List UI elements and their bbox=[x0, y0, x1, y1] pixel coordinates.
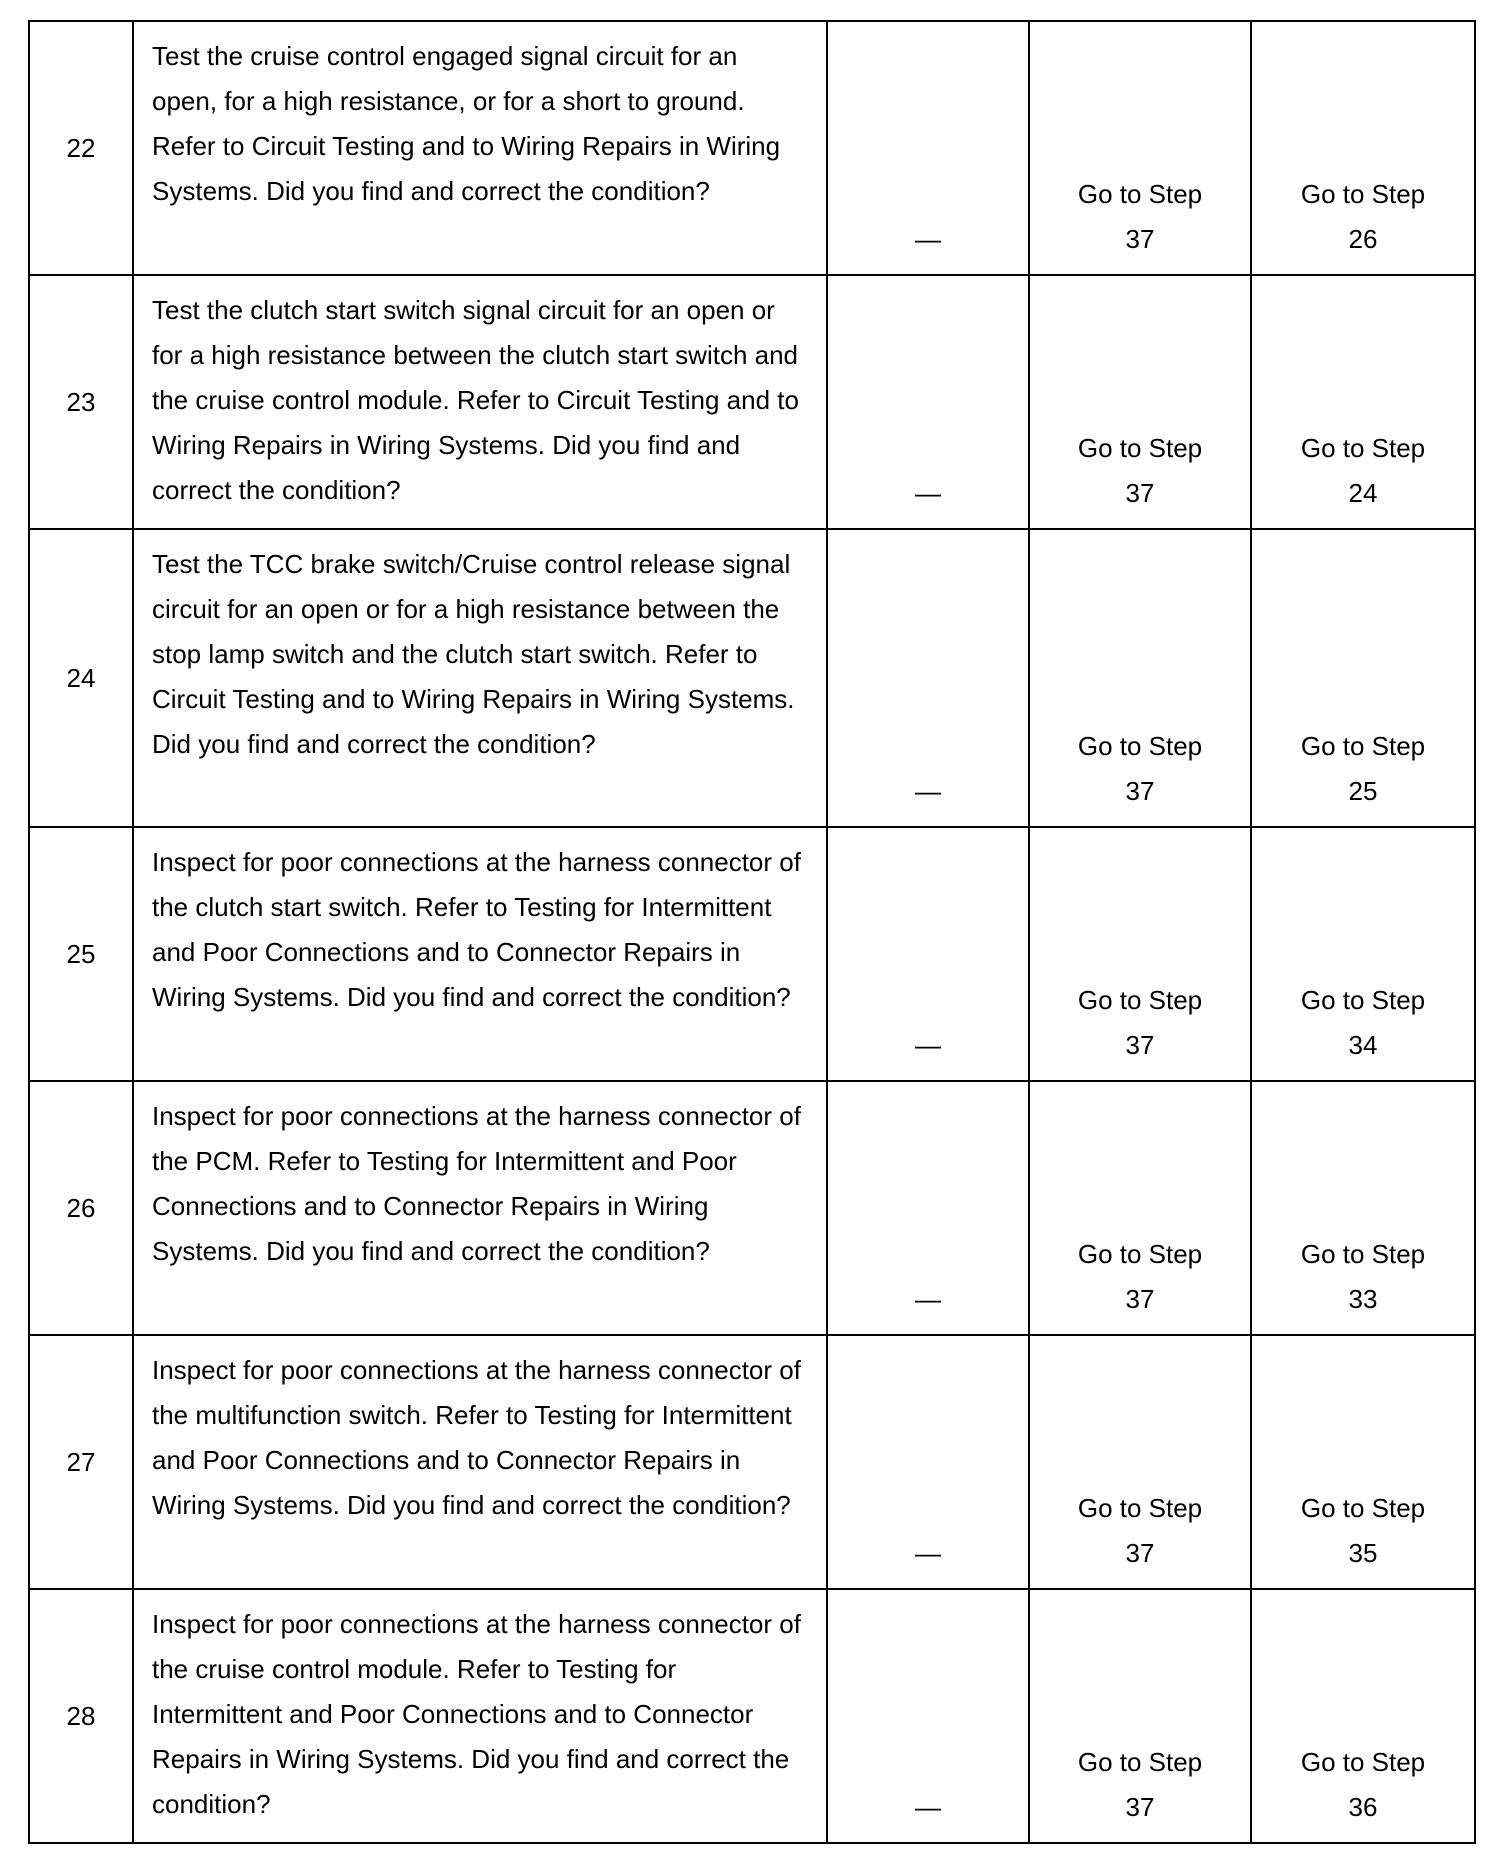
step-value: — bbox=[827, 529, 1029, 827]
yes-label: Go to Step bbox=[1077, 731, 1203, 761]
yes-step: 37 bbox=[1125, 224, 1155, 254]
no-step: 33 bbox=[1348, 1284, 1378, 1314]
no-label: Go to Step bbox=[1300, 1493, 1426, 1523]
diagnostic-steps-table bbox=[28, 20, 1476, 1844]
no-cell bbox=[1251, 21, 1475, 275]
no-cell bbox=[1251, 1335, 1475, 1589]
no-cell bbox=[1251, 827, 1475, 1081]
step-number: 26 bbox=[29, 1081, 133, 1335]
step-action: Inspect for poor connections at the harness connector of the multifunction switch. Refer to Testing for Intermittent and Poor Connections and to Connector Repairs in Wiring Systems. Did you find and correct the condition? bbox=[133, 1335, 827, 1589]
yes-label: Go to Step bbox=[1077, 1747, 1203, 1777]
step-value: — bbox=[827, 1589, 1029, 1843]
step-action: Test the cruise control engaged signal circuit for an open, for a high resistance, or for a short to ground. Refer to Circuit Testing and to Wiring Repairs in Wiring Systems. Did you find and correct the condition? bbox=[133, 21, 827, 275]
table-row bbox=[29, 275, 1475, 529]
step-number: 24 bbox=[29, 529, 133, 827]
table-row bbox=[29, 827, 1475, 1081]
yes-cell bbox=[1029, 275, 1251, 529]
yes-label: Go to Step bbox=[1077, 1493, 1203, 1523]
no-cell bbox=[1251, 1081, 1475, 1335]
step-action: Test the clutch start switch signal circuit for an open or for a high resistance between the clutch start switch and the cruise control module. Refer to Circuit Testing and to Wiring Repairs in Wiring Systems. Did you find and correct the condition? bbox=[133, 275, 827, 529]
no-label: Go to Step bbox=[1300, 1747, 1426, 1777]
step-value: — bbox=[827, 275, 1029, 529]
yes-step: 37 bbox=[1125, 776, 1155, 806]
no-step: 34 bbox=[1348, 1030, 1378, 1060]
table-row bbox=[29, 1081, 1475, 1335]
table-row bbox=[29, 21, 1475, 275]
no-step: 36 bbox=[1348, 1792, 1378, 1822]
step-number: 22 bbox=[29, 21, 133, 275]
no-label: Go to Step bbox=[1300, 985, 1426, 1015]
no-label: Go to Step bbox=[1300, 1239, 1426, 1269]
yes-step: 37 bbox=[1125, 1538, 1155, 1568]
step-action: Inspect for poor connections at the harness connector of the cruise control module. Refer to Testing for Intermittent and Poor Connections and to Connector Repairs in Wiring Systems. Did you find and correct the condition? bbox=[133, 1589, 827, 1843]
yes-cell bbox=[1029, 1335, 1251, 1589]
yes-step: 37 bbox=[1125, 478, 1155, 508]
step-number: 27 bbox=[29, 1335, 133, 1589]
step-action: Inspect for poor connections at the harness connector of the PCM. Refer to Testing for Intermittent and Poor Connections and to Connector Repairs in Wiring Systems. Did you find and correct the condition? bbox=[133, 1081, 827, 1335]
no-cell bbox=[1251, 529, 1475, 827]
yes-cell bbox=[1029, 529, 1251, 827]
yes-cell bbox=[1029, 21, 1251, 275]
yes-step: 37 bbox=[1125, 1284, 1155, 1314]
no-step: 24 bbox=[1348, 478, 1378, 508]
step-number: 28 bbox=[29, 1589, 133, 1843]
step-action: Inspect for poor connections at the harness connector of the clutch start switch. Refer to Testing for Intermittent and Poor Connections and to Connector Repairs in Wiring Systems. Did you find and correct the condition? bbox=[133, 827, 827, 1081]
no-step: 35 bbox=[1348, 1538, 1378, 1568]
yes-label: Go to Step bbox=[1077, 179, 1203, 209]
step-number: 25 bbox=[29, 827, 133, 1081]
no-cell bbox=[1251, 1589, 1475, 1843]
step-number: 23 bbox=[29, 275, 133, 529]
yes-label: Go to Step bbox=[1077, 433, 1203, 463]
yes-step: 37 bbox=[1125, 1030, 1155, 1060]
no-label: Go to Step bbox=[1300, 433, 1426, 463]
step-value: — bbox=[827, 21, 1029, 275]
yes-cell bbox=[1029, 1589, 1251, 1843]
yes-label: Go to Step bbox=[1077, 985, 1203, 1015]
no-step: 26 bbox=[1348, 224, 1378, 254]
step-value: — bbox=[827, 1081, 1029, 1335]
table-row bbox=[29, 529, 1475, 827]
yes-label: Go to Step bbox=[1077, 1239, 1203, 1269]
step-action: Test the TCC brake switch/Cruise control release signal circuit for an open or for a high resistance between the stop lamp switch and the clutch start switch. Refer to Circuit Testing and to Wiring Repairs in Wiring Systems. Did you find and correct the condition? bbox=[133, 529, 827, 827]
no-label: Go to Step bbox=[1300, 731, 1426, 761]
yes-cell bbox=[1029, 1081, 1251, 1335]
table-row bbox=[29, 1589, 1475, 1843]
step-value: — bbox=[827, 827, 1029, 1081]
yes-cell bbox=[1029, 827, 1251, 1081]
no-label: Go to Step bbox=[1300, 179, 1426, 209]
yes-step: 37 bbox=[1125, 1792, 1155, 1822]
no-cell bbox=[1251, 275, 1475, 529]
no-step: 25 bbox=[1348, 776, 1378, 806]
step-value: — bbox=[827, 1335, 1029, 1589]
table-row bbox=[29, 1335, 1475, 1589]
